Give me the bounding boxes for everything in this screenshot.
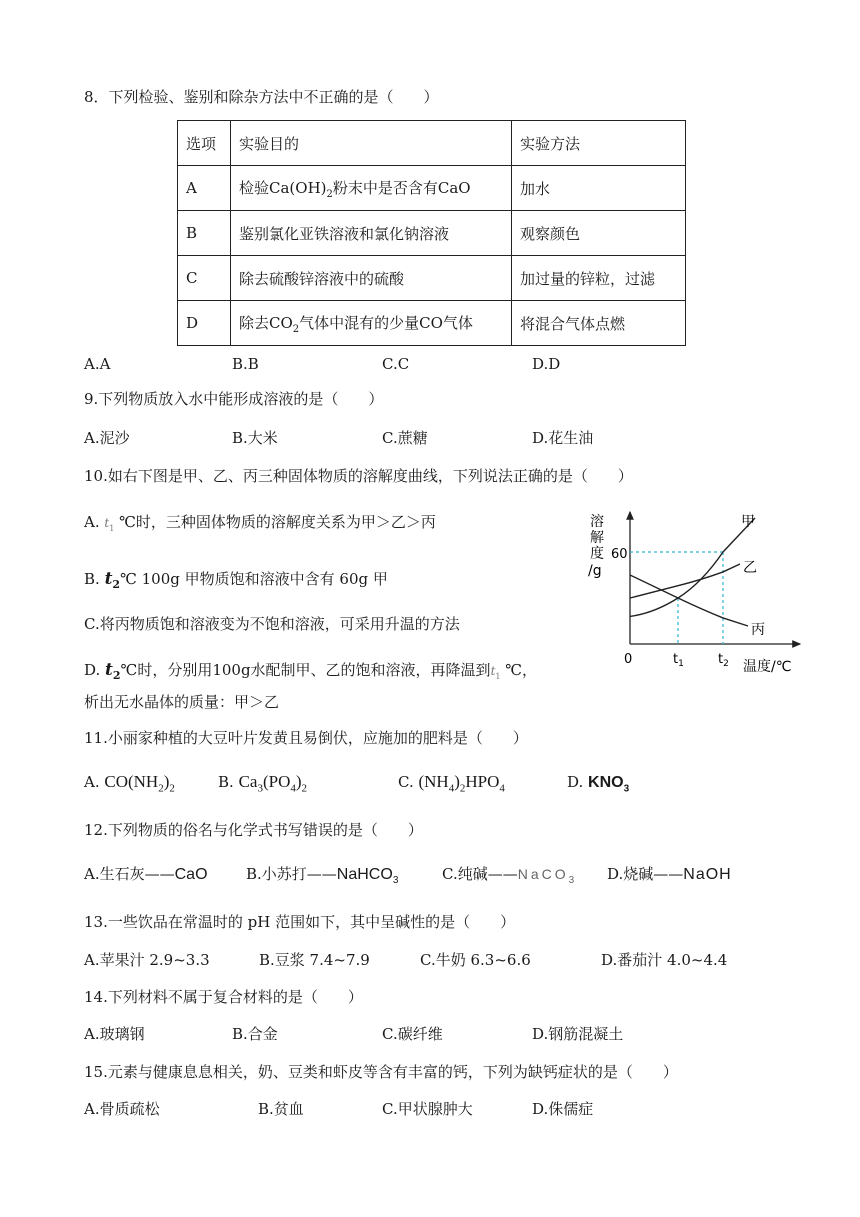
q9-option-b: B.大米 <box>232 429 278 447</box>
q12-option-d: D.烧碱——NaOH <box>607 865 732 883</box>
y-label-char: 溶 <box>590 514 604 530</box>
q8-option-d: D.D <box>532 355 561 373</box>
question-8-stem: 8．下列检验、鉴别和除杂方法中不正确的是（ ） <box>84 88 439 106</box>
question-14-stem: 14.下列材料不属于复合材料的是（ ） <box>84 988 363 1006</box>
row-option: D <box>178 301 231 346</box>
curves <box>630 518 755 626</box>
table-row <box>178 211 686 256</box>
y-label-char: 度 <box>590 546 604 562</box>
table-header-row <box>178 121 686 166</box>
q10-option-d-cont: 析出无水晶体的质量：甲＞乙 <box>84 693 280 711</box>
q13-option-a: A.苹果汁 2.9~3.3 <box>84 951 210 969</box>
q10-option-c: C.将丙物质饱和溶液变为不饱和溶液，可采用升温的方法 <box>84 615 460 633</box>
q12-option-b: B.小苏打——NaHCO$_3$ <box>246 865 399 886</box>
q9-option-c: C.蔗糖 <box>382 429 428 447</box>
q14-option-b: B.合金 <box>232 1025 278 1043</box>
row-method: 观察颜色 <box>512 211 686 256</box>
q10-option-d: D. $t_2℃$时，分别用100g水配制甲、乙的饱和溶液，再降温到$t_1$ ℃， <box>84 660 538 682</box>
q8-option-b: B.B <box>232 355 259 373</box>
question-10-stem: 10.如右下图是甲、乙、丙三种固体物质的溶解度曲线，下列说法正确的是（ ） <box>84 467 633 485</box>
q14-option-d: D.钢筋混凝土 <box>532 1025 624 1043</box>
q15-option-d: D.侏儒症 <box>532 1100 594 1118</box>
row-method: 加过量的锌粒，过滤 <box>512 256 686 301</box>
q11-option-d: D. $KNO_3$ <box>567 773 630 795</box>
q10-option-b: B. $t_2℃$ 100g 甲物质饱和溶液中含有 60g 甲 <box>84 569 388 591</box>
q12-option-c: C.纯碱——NaCO$_3$ <box>442 865 575 886</box>
row-method: 加水 <box>512 166 686 211</box>
table-row <box>178 256 686 301</box>
q9-option-a: A.泥沙 <box>84 429 130 447</box>
q11-option-a: A. $CO(NH_2)_2$ <box>84 772 175 795</box>
question-12-stem: 12.下列物质的俗名与化学式书写错误的是（ ） <box>84 821 423 839</box>
q13-option-c: C.牛奶 6.3~6.6 <box>420 951 531 969</box>
q14-option-c: C.碳纤维 <box>382 1025 443 1043</box>
q13-option-b: B.豆浆 7.4~7.9 <box>259 951 370 969</box>
row-method: 将混合气体点燃 <box>512 301 686 346</box>
experiment-table <box>177 120 686 346</box>
q11-option-c: C. $(NH_4)_2HPO_4$ <box>398 772 505 795</box>
x-tick-t2: $t_2$ <box>718 652 729 669</box>
q8-option-a: A.A <box>84 355 111 373</box>
q9-option-d: D.花生油 <box>532 429 594 447</box>
y-axis-label <box>588 513 604 579</box>
row-option: A <box>178 166 231 211</box>
header-option: 选项 <box>178 121 231 166</box>
question-15-stem: 15.元素与健康息息相关，奶、豆类和虾皮等含有丰富的钙，下列为缺钙症状的是（ ） <box>84 1063 678 1081</box>
curve-jia <box>630 518 755 616</box>
row-purpose: 鉴别氯化亚铁溶液和氯化钠溶液 <box>231 211 512 256</box>
curve-label-jia: 甲 <box>741 514 755 530</box>
curve-label-yi: 乙 <box>743 560 757 576</box>
x-axis-label: 温度/℃ <box>743 659 792 675</box>
q11-option-b: B. $Ca_3(PO_4)_2$ <box>218 772 308 795</box>
q15-option-a: A.骨质疏松 <box>84 1100 160 1118</box>
row-purpose: 除去$CO_2$气体中混有的少量CO气体 <box>231 301 512 346</box>
row-option: B <box>178 211 231 256</box>
question-9-stem: 9.下列物质放入水中能形成溶液的是（ ） <box>84 390 384 408</box>
header-purpose: 实验目的 <box>231 121 512 166</box>
row-purpose: 检验$Ca(OH)_2$粉末中是否含有CaO <box>231 166 512 211</box>
curve-label-bing: 丙 <box>751 622 765 638</box>
q14-option-a: A.玻璃钢 <box>84 1025 145 1043</box>
x-tick-t1: $t_1$ <box>673 652 684 669</box>
origin-label: 0 <box>624 652 633 667</box>
q13-option-d: D.番茄汁 4.0~4.4 <box>601 951 728 969</box>
q10-option-a: A. $t_1$ ℃时，三种固体物质的溶解度关系为甲＞乙＞丙 <box>84 513 436 533</box>
q8-option-c: C.C <box>382 355 410 373</box>
y-tick-60: 60 <box>611 547 628 562</box>
table-row <box>178 166 686 211</box>
q15-option-c: C.甲状腺肿大 <box>382 1100 473 1118</box>
q15-option-b: B.贫血 <box>258 1100 304 1118</box>
y-label-char: 解 <box>590 530 604 546</box>
table-row <box>178 301 686 346</box>
question-13-stem: 13.一些饮品在常温时的 pH 范围如下，其中呈碱性的是（ ） <box>84 913 516 931</box>
solubility-chart <box>580 506 810 688</box>
header-method: 实验方法 <box>512 121 686 166</box>
row-option: C <box>178 256 231 301</box>
q12-option-a: A.生石灰——CaO <box>84 865 208 883</box>
row-purpose: 除去硫酸锌溶液中的硫酸 <box>231 256 512 301</box>
y-label-char: /g <box>588 563 602 579</box>
question-11-stem: 11.小丽家种植的大豆叶片发黄且易倒伏，应施加的肥料是（ ） <box>84 729 528 747</box>
